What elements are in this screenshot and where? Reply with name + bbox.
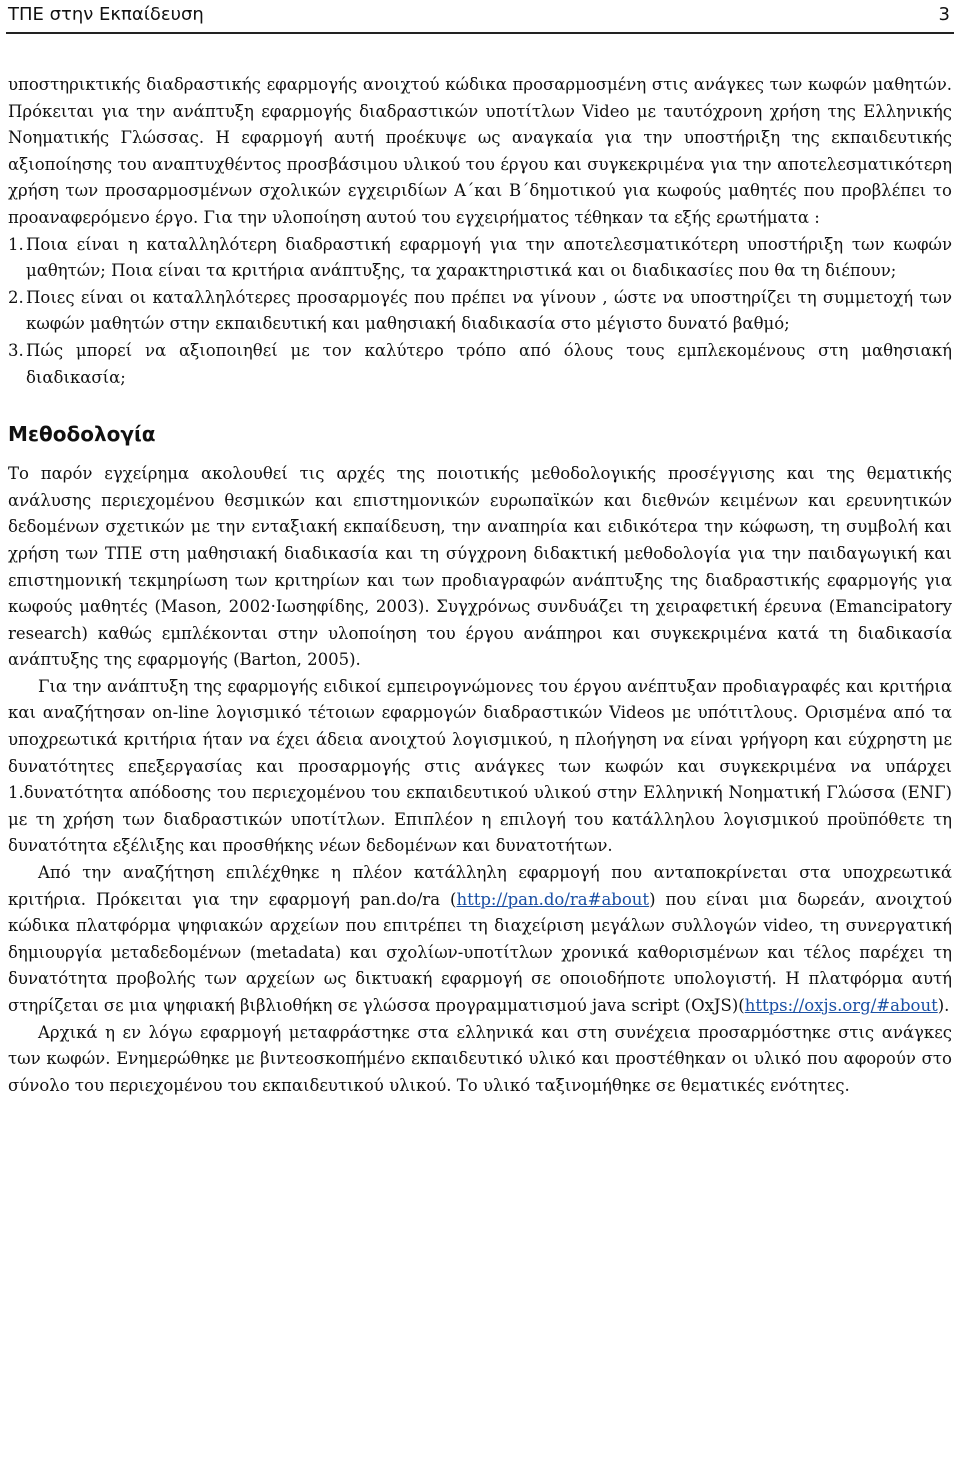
page-number: 3 xyxy=(938,4,950,25)
methodology-paragraph-4: Αρχικά η εν λόγω εφαρμογή μεταφράστηκε στα ελληνικά και στη συνέχεια προσαρμόστηκε στις ανάγκες των κωφών. Ενημερώθηκε με βιντεοσκοπήμένο εκπαιδευτικό υλικό και προστέθηκαν οι υλικό που αφορούν στο σύνολο του περιεχομένου του εκπαιδευτικού υλικού. Το υλικό ταξινομήθηκε σε θεματικές ενότητες. xyxy=(8,1022,952,1095)
pandora-link[interactable]: http://pan.do/ra#about xyxy=(456,889,650,909)
paragraph-3-text-end: ). xyxy=(937,996,950,1015)
list-item xyxy=(8,285,952,338)
list-item-text: Πώς μπορεί να αξιοποιηθεί με τον καλύτερο τρόπο από όλους τους εμπλεκομένους στη μαθησιακή διαδικασία; xyxy=(26,340,952,387)
paragraph-3-text-middle: ) που είναι μια δωρεάν, ανοιχτού κώδικα πλατφόρμα ψηφιακών αρχείων που επιτρέπει τη διαχείριση μεγάλων συλλογών video, τη συνεργατική δημιουργία μεταδεδομένων (metadata) και σχολίων-υποτίτλων χρονικά καθορισμένων και τέλος παρέχει τη δυνατότητα προβολής των αρχείων ως δικτυακή εφαρμογή σε οποιοδήποτε υπολογιστή. Η πλατφόρμα αυτή στηρίζεται σε μια ψηφιακή βιβλιοθήκη σε γλώσσα προγραμματισμού java script (OxJS)( xyxy=(8,889,953,1015)
section-heading-methodology: Μεθοδολογία xyxy=(8,422,156,447)
list-item xyxy=(8,232,952,285)
list-number: 2. xyxy=(8,287,24,307)
list-item-text: Ποια είναι η καταλληλότερη διαδραστική εφαρμογή για την αποτελεσματικότερη υποστήριξη των κωφών μαθητών; Ποια είναι τα κριτήρια ανάπτυξης, τα χαρακτηριστικά και οι διαδικασίες που θα τη διέπουν; xyxy=(26,234,952,281)
methodology-paragraph-2: Για την ανάπτυξη της εφαρμογής ειδικοί εμπειρογνώμονες του έργου ανέπτυξαν προδιαγραφές και κριτήρια και αναζήτησαν on-line λογισμικό τέτοιων εφαρμογών διαδραστικών Videos με υπότιτλους. Ορισμένα από τα υποχρεωτικά κριτήρια ήταν να έχει άδεια ανοιχτού λογισμικού, η πλοήγηση να είναι γρήγορη και εύχρηστη με δυνατότητες επεξεργασίας και προσαρμογής στις ανάγκες των κωφών και συγκεκριμένα να υπάρχει 1.δυνατότητα απόδοσης του περιεχομένου του εκπαιδευτικού υλικού στην Ελληνική Νοηματική Γλώσσα (ΕΝΓ) με τη χρήση των διαδραστικών υποτίτλων. Επιπλέον η επιλογή του κατάλληλου λογισμικού προϋπόθετε τη δυνατότητα εξέλιξης και προσθήκης νέων δεδομένων και δυνατοτήτων. xyxy=(8,676,952,856)
intro-paragraph: υποστηρικτικής διαδραστικής εφαρμογής ανοιχτού κώδικα προσαρμοσμένη στις ανάγκες των κωφών μαθητών. Πρόκειται για την ανάπτυξη εφαρμογής διαδραστικών υποτίτλων Video με ταυτόχρονη χρήση της Ελληνικής Νοηματικής Γλώσσας. Η εφαρμογή αυτή προέκυψε ως αναγκαία για την υποστήριξη της εκπαιδευτικής αξιοποίησης του αναπτυχθέντος προσβάσιμου υλικού του έργου και συγκεκριμένα για την αποτελεσματικότερη χρήση των προσαρμοσμένων σχολικών εγχειριδίων Α΄και Β΄δημοτικού για κωφούς μαθητές που προβλέπει το προαναφερόμενο έργο. Για την υλοποίηση αυτού του εγχειρήματος τέθηκαν τα εξής ερωτήματα : xyxy=(8,75,952,227)
list-number: 1. xyxy=(8,234,24,254)
document-body xyxy=(8,72,952,1099)
oxjs-link[interactable]: https://oxjs.org/#about xyxy=(744,996,938,1015)
list-number: 3. xyxy=(8,340,24,360)
paragraph-3-text-start: Από την αναζήτηση επιλέχθηκε η πλέον κατάλληλη εφαρμογή που ανταποκρίνεται στα υποχρεωτικά κριτήρια. Πρόκειται για την εφαρμογή pan.do/ra ( xyxy=(8,863,952,909)
list-item xyxy=(8,338,952,391)
page-header xyxy=(6,0,954,34)
research-questions-list xyxy=(8,232,952,392)
methodology-paragraph-1: Το παρόν εγχείρημα ακολουθεί τις αρχές της ποιοτικής μεθοδολογικής προσέγγισης και της θεματικής ανάλυσης περιεχομένου θεσμικών και επιστημονικών ευρωπαϊκών και διεθνών κειμένων και ερευνητικών δεδομένων σχετικών με την ενταξιακή εκπαίδευση, την αναπηρία και ειδικότερα την κώφωση, τη συμβολή και χρήση των ΤΠΕ στη μαθησιακή διαδικασία και τη σύγχρονη διδακτική μεθοδολογία για την παιδαγωγική και επιστημονική τεκμηρίωση των κριτηρίων και των προδιαγραφών ανάπτυξης της διαδραστικής εφαρμογής για κωφούς μαθητές (Mason, 2002·Ιωσηφίδης, 2003). Συγχρόνως συνδυάζει τη χειραφετική έρευνα (Emancipatory research) καθώς εμπλέκονται στην υλοποίηση του έργου ανάπηροι και συγκεκριμένα κατά τη διαδικασία ανάπτυξης της εφαρμογής (Barton, 2005). xyxy=(8,464,952,670)
methodology-paragraph-3 xyxy=(8,860,952,1020)
header-title: ΤΠΕ στην Εκπαίδευση xyxy=(8,4,204,25)
list-item-text: Ποιες είναι οι καταλληλότερες προσαρμογές που πρέπει να γίνουν , ώστε να υποστηρίζει τη συμμετοχή των κωφών μαθητών στην εκπαιδευτική και μαθησιακή διαδικασία στο μέγιστο δυνατό βαθμό; xyxy=(26,287,952,334)
